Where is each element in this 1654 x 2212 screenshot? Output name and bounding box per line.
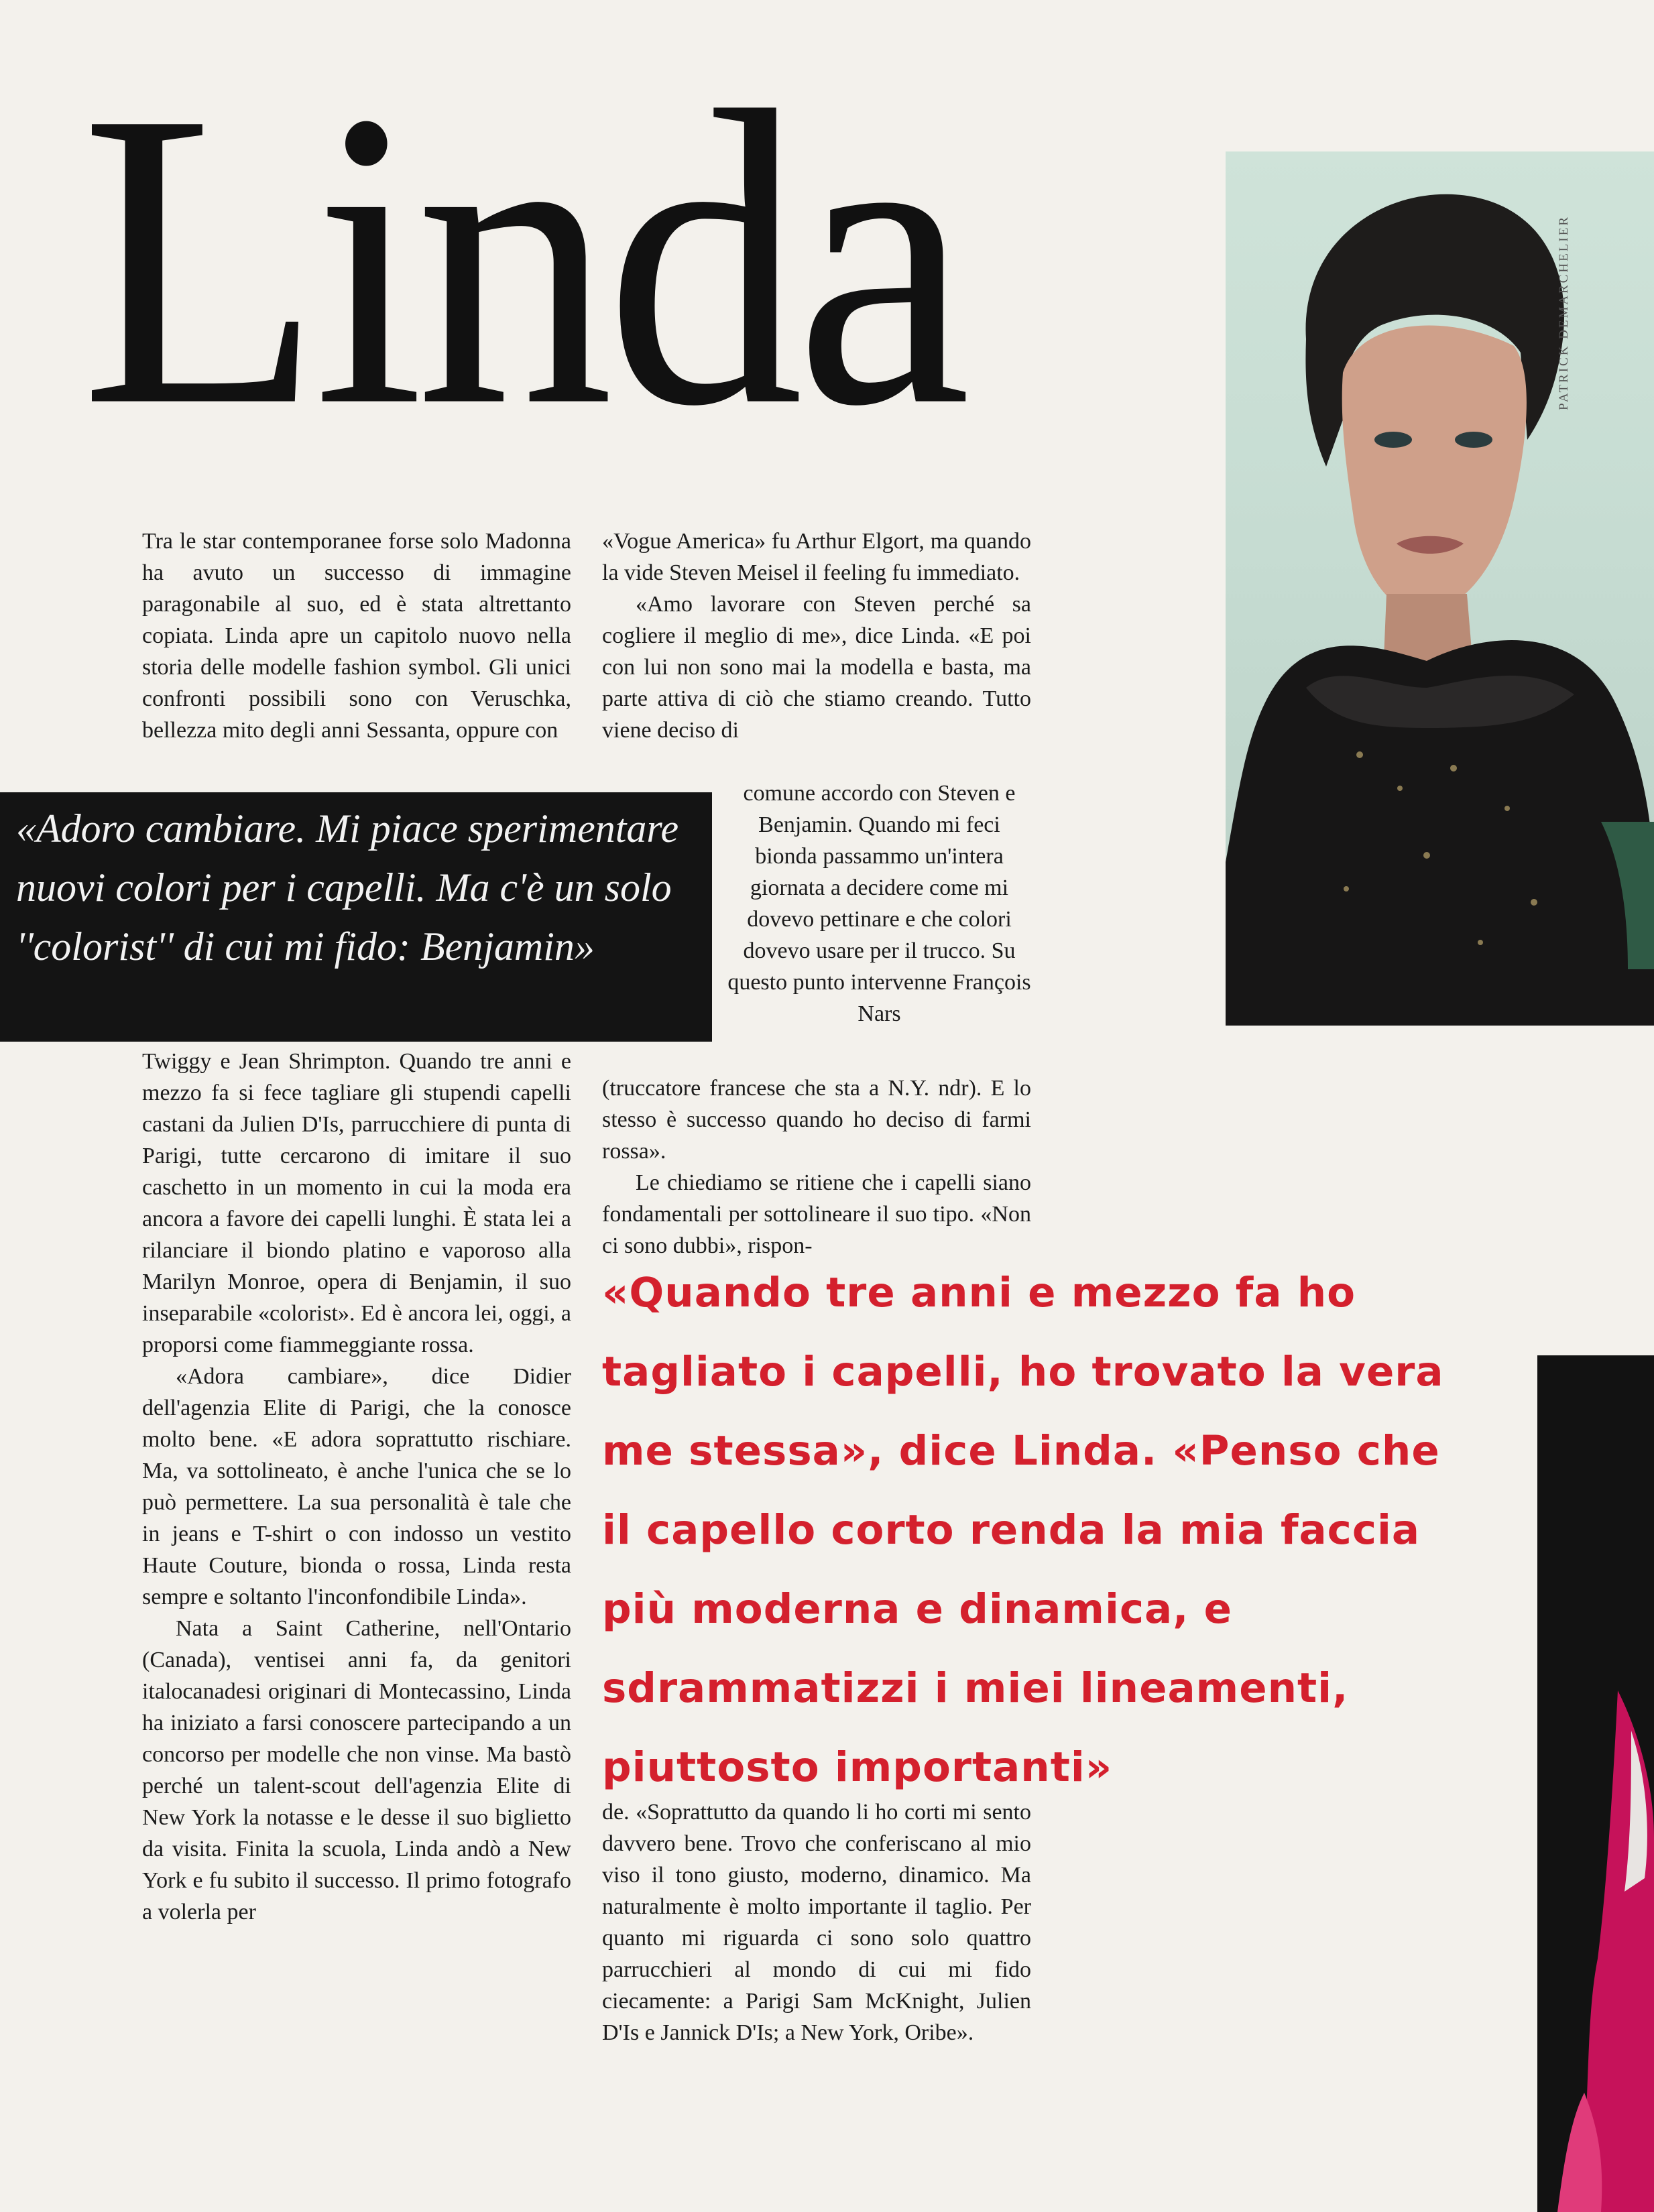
secondary-photo (1537, 1355, 1654, 2212)
paragraph: Le chiediamo se ritiene che i capelli siano fondamentali per sottolineare il suo tipo. «Non ci sono dubbi», rispon- (602, 1170, 1031, 1258)
column-a-bottom (142, 1046, 571, 1928)
paragraph: (truccatore francese che sta a N.Y. ndr). E lo stesso è successo quando ho deciso di farmi rossa». (602, 1076, 1031, 1164)
column-b-top (602, 526, 1031, 746)
secondary-photo-illustration (1537, 1355, 1654, 2212)
paragraph: de. «Soprattutto da quando li ho corti mi sento davvero bene. Trovo che conferiscano al mio viso il tono giusto, moderno, dinamico. Ma naturalmente è molto importante il taglio. Per quanto mi riguarda ci sono solo quattro parrucchieri al mondo di cui mi fido ciecamente: a Parigi Sam McKnight, Julien D'Is e Jannick D'Is; a New York, Oribe». (602, 1800, 1031, 2045)
paragraph: «Vogue America» fu Arthur Elgort, ma quando la vide Steven Meisel il feeling fu immediato. (602, 529, 1031, 585)
portrait-photo (1226, 151, 1654, 1026)
paragraph: «Adora cambiare», dice Didier dell'agenzia Elite di Parigi, che la conosce molto bene. «E adora soprattutto rischiare. Ma, va sottolineato, è anche l'unica che se lo può permettere. La sua personalità è tale che in jeans e T-shirt o con indosso un vestito Haute Couture, bionda o rossa, Linda resta sempre e soltanto l'inconfondibile Linda». (142, 1364, 571, 1609)
red-pull-quote: «Quando tre anni e mezzo fa ho tagliato i capelli, ho trovato la vera me stessa», dice Linda. «Penso che il capello corto renda la mia faccia più moderna e dinamica, e sdrammatizzi i miei lineamenti, piuttosto importanti» (602, 1269, 1444, 1791)
photo-credit: PATRICK DEMARCHELIER (1557, 214, 1571, 410)
column-b-middle (727, 778, 1031, 1030)
column-b-bottom (602, 1796, 1031, 2048)
paragraph: Tra le star contemporanee forse solo Madonna ha avuto un successo di immagine paragonabile al suo, ed è stata altrettanto copiata. Linda apre un capitolo nuovo nella storia delle modelle fashion symbol. Gli unici confronti possibili sono con Veruschka, bellezza mito degli anni Sessanta, oppure con (142, 529, 571, 743)
article-title: Linda (80, 23, 963, 493)
column-a-top (142, 526, 571, 746)
pull-quote: «Adoro cambiare. Mi piace sperimentare nuovi colori per i capelli. Ma c'è un solo ''colorist'' di cui mi fido: Benjamin» (16, 806, 679, 969)
paragraph: «Amo lavorare con Steven perché sa cogliere il meglio di me», dice Linda. «E poi con lui non sono mai la modella e basta, ma parte attiva di ciò che stiamo creando. Tutto viene deciso di (602, 592, 1031, 743)
paragraph: comune accordo con Steven e Benjamin. Quando mi feci bionda passammo un'intera giornata a decidere come mi dovevo pettinare e che colori dovevo usare per il trucco. Su questo punto intervenne François Nars (727, 781, 1031, 1026)
paragraph: Nata a Saint Catherine, nell'Ontario (Canada), ventisei anni fa, da genitori italocanadesi originari di Montecassino, Linda ha iniziato a farsi conoscere partecipando a un concorso per modelle che non vinse. Ma bastò perché un talent-scout dell'agenzia Elite di New York la notasse e le desse il suo biglietto da visita. Finita la scuola, Linda andò a New York e fu subito il successo. Il primo fotografo a volerla per (142, 1616, 571, 1924)
paragraph: Twiggy e Jean Shrimpton. Quando tre anni e mezzo fa si fece tagliare gli stupendi capelli castani da Julien D'Is, parrucchiere di punta di Parigi, tutte cercarono di imitare il suo caschetto in un momento in cui la moda era ancora a favore dei capelli lunghi. È stata lei a rilanciare il biondo platino e vaporoso alla Marilyn Monroe, opera di Benjamin, il suo inseparabile «colorist». Ed è ancora lei, oggi, a proporsi come fiammeggiante rossa. (142, 1049, 571, 1357)
portrait-illustration (1226, 151, 1654, 1026)
column-b-lower (602, 1072, 1031, 1262)
